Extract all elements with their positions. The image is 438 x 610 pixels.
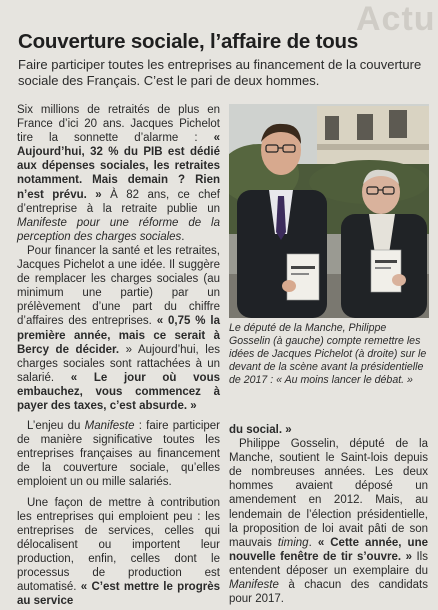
paragraph: [17, 103, 220, 244]
book-left: [287, 254, 319, 300]
bold-quote: « 0,75 % la première année, mais ce serait à Bercy de décider.: [17, 315, 220, 356]
text: Une façon de mettre à contribution les entreprises qui emploient peu : les entreprises de services, celles qui délocalisent ou importent leur production, enfin, celles dont le processus de production est automatisé.: [17, 496, 220, 594]
photo-caption: Le député de la Manche, Philippe Gosselin (à gauche) compte remettre les idées de Jacques Pichelot (à droite) sur le devant de la scène avant la présidentielle de 2017 : « Au moins lancer le débat. »: [229, 322, 427, 386]
paragraph: [17, 419, 220, 489]
text: L’enjeu du: [27, 420, 85, 433]
article-title: Couverture sociale, l’affaire de tous: [18, 30, 359, 53]
italic-text: Manifeste: [84, 420, 135, 433]
photo-two-men-holding-books: [229, 104, 429, 318]
text: » Aujourd’hui, les charges sociales sont rattachées à un salarié.: [17, 343, 220, 384]
article-column-left: [17, 103, 220, 608]
article-lead: Faire participer toutes les entreprises au financement de la couverture sociale des Français. C’est le pari de deux hommes.: [18, 57, 422, 88]
article-column-right: [229, 423, 428, 606]
text: Ils entendent déposer un exemplaire du: [229, 550, 428, 577]
italic-text: Manifeste: [229, 579, 279, 592]
book-right: [371, 250, 401, 292]
text: .: [308, 536, 318, 549]
bold-quote: « Le jour où vous embauchez, vous commencez à payer des taxes, c’est absurde. »: [17, 371, 220, 412]
text: Six millions de retraités de plus en France d’ici 20 ans. Jacques Pichelot tire la sonnette d’alarme :: [17, 104, 220, 145]
bold-quote: « Aujourd’hui, 32 % du PIB est dédié aux dépenses sociales, les retraites notamment. Mais demain ? Rien n’est prévu. »: [17, 132, 220, 201]
text: Pour financer la santé et les retraites, Jacques Pichelot a une idée. Il suggère de remplacer les charges sociales (au minimum une partie) par un prélèvement d’une part du chiffre d’affaires des entreprises.: [17, 244, 220, 328]
italic-text: Manifeste pour une réforme de la perception des charges sociales: [17, 216, 220, 243]
paragraph: [229, 437, 428, 606]
text: .: [181, 230, 185, 243]
italic-text: timing: [277, 536, 309, 549]
paragraph: [17, 496, 220, 609]
text: : faire participer de manière significative toutes les entreprises françaises au financement de la couverture sociale, qu’elles emploient un ou mille salariés.: [17, 420, 220, 489]
paragraph: [229, 423, 428, 437]
text: Philippe Gosselin, député de la Manche, soutient le Saint-lois depuis de nombreuses années. Les deux hommes avaient déposé un amendement en 2012. Mais, au lendemain de l’élection présidentielle, la proposition de loi avait pâti de son mauvais: [229, 438, 428, 549]
text: À 82 ans, ce chef d’entreprise à la retraite publie un: [17, 188, 220, 215]
bold-quote: « C’est mettre le progrès au service: [17, 581, 220, 608]
background-heading-fragment: Actu: [356, 0, 436, 38]
article-photo: [229, 104, 429, 318]
paragraph: [17, 244, 220, 413]
text: à chacun des candidats pour 2017.: [229, 579, 428, 606]
bold-quote: « Cette année, une nouvelle fenêtre de tir s’ouvre. »: [229, 536, 428, 563]
bold-quote: du social. »: [229, 424, 292, 436]
